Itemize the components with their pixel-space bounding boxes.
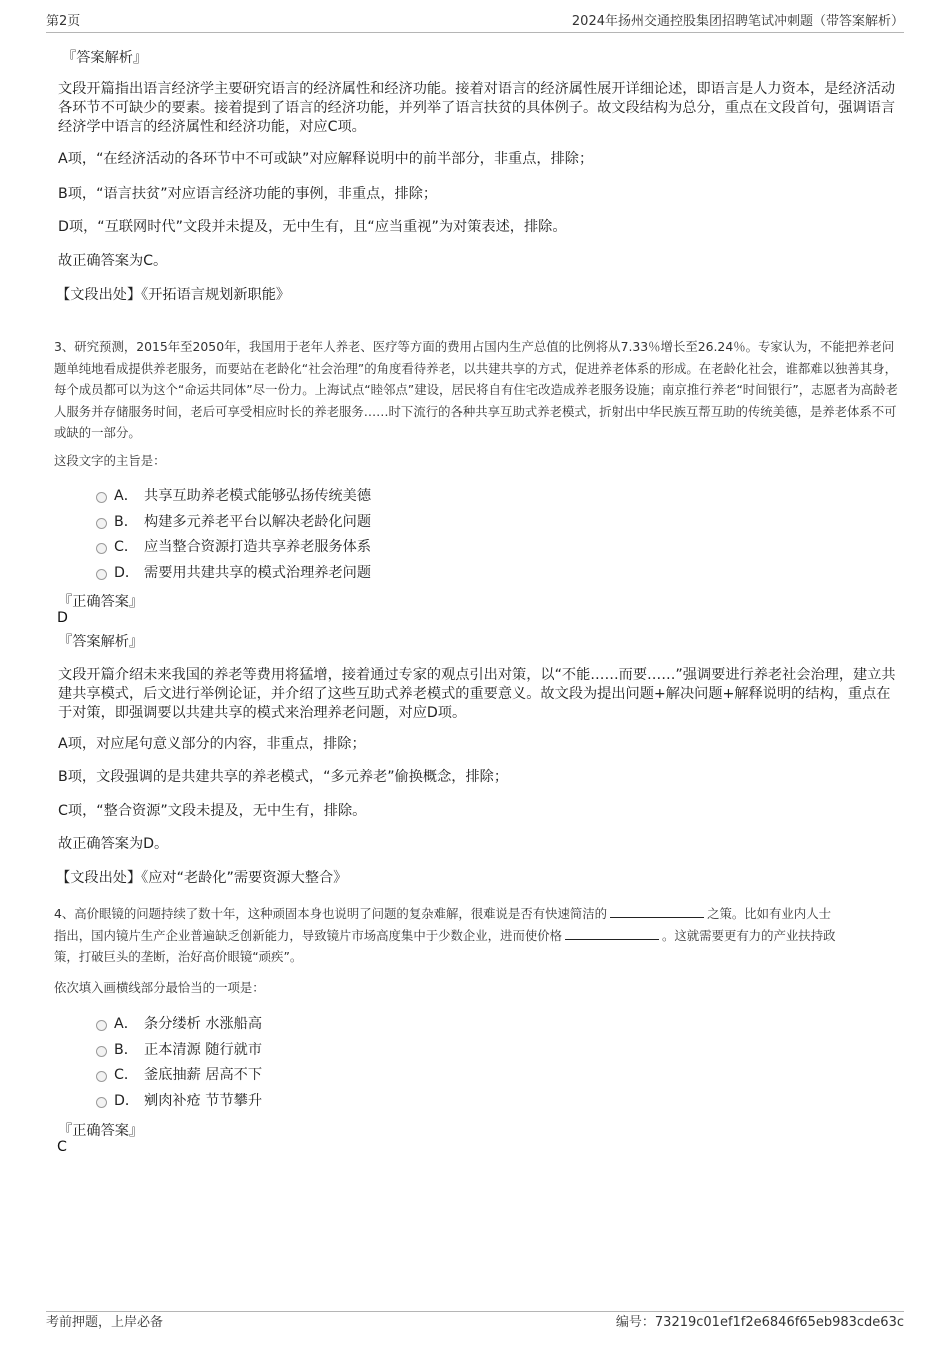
- option-a[interactable]: A． 条分缕析 水涨船高: [96, 1014, 262, 1036]
- page-footer: [46, 1311, 904, 1334]
- analysis-label: 『答案解析』: [58, 634, 144, 650]
- document-title: 2024年扬州交通控股集团招聘笔试冲刺题（带答案解析）: [571, 14, 904, 29]
- fill-blank-2: [565, 927, 659, 940]
- option-d[interactable]: D． 剜肉补疮 节节攀升: [96, 1091, 262, 1113]
- correct-answer-label: 『正确答案』: [58, 1123, 144, 1139]
- conclusion: 故正确答案为C。: [58, 253, 168, 269]
- option-note-b: B项，文段强调的是共建共享的养老模式，“多元养老”偷换概念，排除；: [58, 769, 509, 785]
- analysis-paragraph: 文段开篇介绍未来我国的养老等费用将猛增，接着通过专家的观点引出对策，以“不能……而要……”强调要进行养老社会治理，建立共建共享模式，后文进行举例论证，并介绍了这些互助式养老模式的重要意义。故文段为提出问题+解决问题+解释说明的结构，重点在于对策，即强调要以共建共享的模式来治理养老问题，对应D项。: [58, 667, 896, 721]
- option-note-a: A项，“在经济活动的各环节中不可或缺”对应解释说明中的前半部分，非重点，排除；: [58, 151, 594, 167]
- option-b[interactable]: B． 构建多元养老平台以解决老龄化问题: [96, 512, 371, 534]
- correct-answer-label: 『正确答案』: [58, 594, 144, 610]
- question-stem: 3、研究预测，2015年至2050年，我国用于老年人养老、医疗等方面的费用占国内生产总值的比例将从7.33％增长至26.24％。专家认为，不能把养老问题单纯地看成提供养老服务，而要站在老龄化“社会治理”的角度看待养老，以共建共享的方式，促进养老体系的形成。在老龄化社会，谁都难以独善其身，每个成员都可以为这个“命运共同体”尽一份力。上海试点“睦邻点”建设，居民将自有住宅改造成养老服务设施；南京推行养老“时间银行”，志愿者为高龄老人服务并存储服务时间，老后可享受相应时长的养老服务……时下流行的各种共享互助式养老模式，折射出中华民族互帮互助的传统美德，是养老体系不可或缺的一部分。: [54, 339, 898, 440]
- correct-answer-value: C: [57, 1139, 67, 1155]
- radio-icon[interactable]: [96, 492, 107, 503]
- page-number: 第2页: [46, 14, 81, 29]
- radio-icon[interactable]: [96, 1071, 107, 1082]
- option-a[interactable]: A． 共享互助养老模式能够弘扬传统美德: [96, 486, 371, 508]
- radio-icon[interactable]: [96, 1046, 107, 1057]
- option-d[interactable]: D． 需要用共建共享的模式治理养老问题: [96, 563, 371, 585]
- question-stem: 4、高价眼镜的问题持续了数十年，这种顽固本身也说明了问题的复杂难解，很难说是否有快速简洁的 之策。比如有业内人士 指出，国内镜片生产企业普遍缺乏创新能力，导致镜片市场高度集中于少数企业，进而使价格 。这就需要更有力的产业扶持政 策，打破巨头的垄断，治好高价眼镜“顽疾”。: [54, 906, 836, 964]
- footer-slogan: 考前押题，上岸必备: [46, 1315, 164, 1330]
- option-note-b: B项，“语言扶贫”对应语言经济功能的事例，非重点，排除；: [58, 186, 438, 202]
- source-citation: 【文段出处】《应对“老龄化”需要资源大整合》: [56, 870, 348, 886]
- serial-number: 编号：73219c01ef1f2e6846f65eb983cde63c: [615, 1315, 904, 1330]
- radio-icon[interactable]: [96, 518, 107, 529]
- fill-blank-1: [610, 905, 704, 918]
- conclusion: 故正确答案为D。: [58, 836, 169, 852]
- source-citation: 【文段出处】《开拓语言规划新职能》: [56, 287, 291, 303]
- page-header: [46, 12, 904, 33]
- question-prompt: 这段文字的主旨是：: [54, 453, 166, 468]
- radio-icon[interactable]: [96, 1097, 107, 1108]
- question-prompt: 依次填入画横线部分最恰当的一项是：: [54, 980, 265, 995]
- radio-icon[interactable]: [96, 543, 107, 554]
- analysis-paragraph: 文段开篇指出语言经济学主要研究语言的经济属性和经济功能。接着对语言的经济属性展开详细论述，即语言是人力资本，是经济活动各环节不可缺少的要素。接着提到了语言的经济功能，并列举了语言扶贫的具体例子。故文段结构为总分，重点在文段首句，强调语言经济学中语言的经济属性和经济功能，对应C项。: [58, 81, 896, 135]
- option-c[interactable]: C． 应当整合资源打造共享养老服务体系: [96, 537, 371, 559]
- option-c[interactable]: C． 釜底抽薪 居高不下: [96, 1065, 262, 1087]
- option-b[interactable]: B． 正本清源 随行就市: [96, 1040, 262, 1062]
- radio-icon[interactable]: [96, 1020, 107, 1031]
- option-note-d: D项，“互联网时代”文段并未提及，无中生有，且“应当重视”为对策表述，排除。: [58, 219, 567, 235]
- option-note-c: C项，“整合资源”文段未提及，无中生有，排除。: [58, 803, 367, 819]
- radio-icon[interactable]: [96, 569, 107, 580]
- option-note-a: A项，对应尾句意义部分的内容，非重点，排除；: [58, 736, 366, 752]
- analysis-label: 『答案解析』: [62, 50, 148, 66]
- correct-answer-value: D: [57, 610, 68, 626]
